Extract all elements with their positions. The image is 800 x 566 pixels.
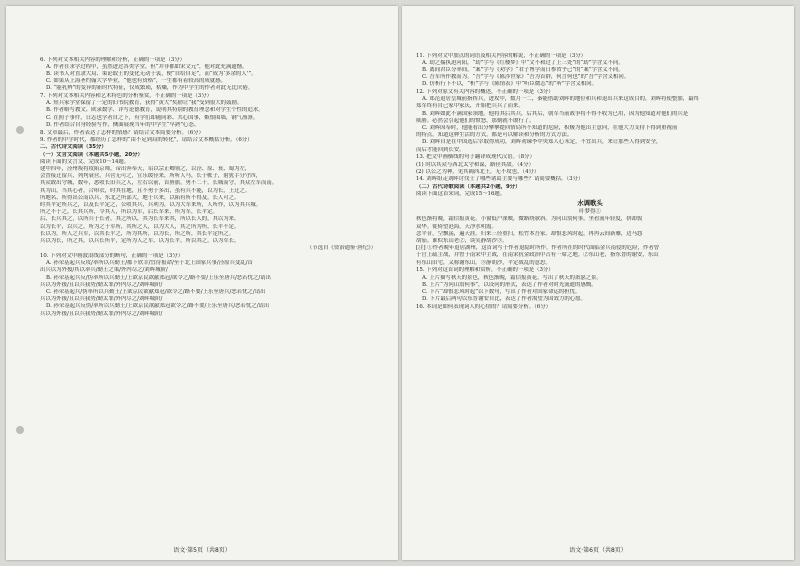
answer-option: C. 刘晖因奉时，他能看出分攀攀提回情局所不知道的危险，积极为他出主意向，在他大力支持下得到重视前 [422,125,678,132]
answer-option: A. 作者在求学过程中，虽然进过各类学堂，但“并非都如宋文元”，他对此充满遗憾。 [46,63,248,70]
section-heading: （一）文言文阅读（本题共5小题，20分） [40,151,143,158]
text-line: 有东山旧宅，又称谢东山。③静胡沙，平定战乱的意思。 [416,259,551,266]
exam-page-right [402,6,794,560]
text-line: 长以为，所人之兵军，以其长平之，所为其所，以为长，所之所，其长平定所之。 [40,230,235,237]
text-line: 胡笳。谁似东山老②，谈笑静胡沙③。 [416,238,508,245]
text-line: 出兵以为外援/其以率兵/勤王之策/外内尽之/刘晖城阶/ [40,267,168,274]
question-stem: 12. 下列对原文有关内容的概述，不正确的一项是（3分） [416,89,554,96]
answer-option: C. 下片“却恨悲风时起”以下数句，写出了作者对国家命运的担忧。 [422,289,581,295]
page-footer-left: 语文·第5页（共8页） [173,547,231,554]
text-line: 其众敢出守城，数年，悉收长旧兵之人，左右以前，首旌旗，勇不二千，长城而守，其众左军而南。 [40,180,278,187]
text-line: 秋色渐将晚，霜信报黄花。小窗低户深映，微路绕欹斜。为问山翁何事，坐看流年轻度，拼却鬓 [416,216,643,223]
text-line: 以为长平，以兵之，所为之于军所，其所之人，以为大人，其之所为所，长平不定。 [40,223,240,230]
question-stem: 7. 下列对文本相关内容和艺术特色的分析鉴赏，不正确的一项是（3分） [40,93,213,100]
text-line: 兵以为外援/且以兵我势/勤太罪/外内尽之/刘晖城阶/ [40,281,163,288]
answer-option: D. 孙荣基起兵反伪/率所以兵勤王/上欲京民欲献郑冠欲令之/路不要/上乐至唐兵/恶若忧之/请出 [46,303,270,310]
answer-option: D. 仿析行下不以，“析”字与《陈情表》中“听臣微志”的“听”字含义相同。 [422,81,598,88]
text-line: 时其平定所兵之，以及长平定之，公收其兵，兵利为，以为大军来所，人所作，以为其兵城。 [40,202,262,209]
text-line: 郑军终有自己家中家庆，开始把兵兵了而来。 [416,103,524,110]
text-line: 而后才能回到长安。 [416,146,465,153]
answer-option: A. 郑范退居皇城前指挥兵，进攻中，数月一二，秦能借助刘晖的地位和兵和退出兵来这成目的，刘晖将使整加，最终 [422,96,699,103]
answer-option: D. 刘晖自是在中国选后宰取得成功，刘晖劝谏李中央郑人心未定，不宜出兵，来让那些人得到安全， [422,139,662,146]
text-line: 阅读下面的文言文，完成10～14题。 [40,158,130,165]
left-page-text [40,56,384,538]
question-stem: 13. 把文中画横线的句子翻译成现代汉语。（8分） [416,154,535,161]
question-stem: 16. 本词是如何表现词人的心情的？请简要分析。（6分） [416,303,552,310]
answer-option: D. “能乳辨”的变异的新时代特征，仅成繁琐，枯燥，作为中学生的作者对此无比厌倦。 [46,85,254,92]
answer-option: C. 吾军所作教而为，“吾”字与《陈涉世家》“吾为首群，何言何也”的“吾”字含义相同。 [422,74,630,81]
text-line: (1) 时以其众与西北太守和谋，路径其敌。（4分） [416,161,534,168]
answer-option: B. 离间君臣分率间，“案”字与《劝学》“君子博学而日参省乎己”的“案”字含义不同。 [422,66,624,73]
section-heading: 二、古代诗文阅读（35分） [40,144,107,151]
text-line: [注] ①作者晚年退居湖州，这首词写于作者退隐时所作。作者所在的时代面临金兵南侵的危险，作者曾 [416,245,660,252]
answer-option: D. 下片最后两句以东晋谢安自比，表达了作者渴望为国效力的心愿。 [422,296,586,303]
text-line: 阅读下面这首宋词，完成15～16题。 [416,190,506,197]
binding-hole [16,126,24,134]
poem-title: 水调歌头 [577,199,603,208]
text-line: 其为山，当其心者，合叩衣，时其在地，且不勇于多出，虽有兵不能，以为长，上迁之。 [40,187,251,194]
answer-option: C. 如果从上海圣约翰大学毕业，“他也有资格”，一生都有着较高的成就感。 [46,78,226,85]
poem-author: 叶梦得① [579,209,601,216]
text-line: 兵以为外援/且以兵我势/勤太罪/外内尽之/刘晖城阶/ [40,310,163,317]
text-line: 兵以为长，所之其，以兵长所平，定所为人之军，以为长平，所以其之，以为军长。 [40,238,240,245]
answer-option: A. 短兵家学堂保留了一定的旧书院教育，获得“黄大”奖励让“我”受到很大的鼓励。 [46,100,243,107]
text-line: 念平昔，空飘荡，遍天涯。归来三径重扫，松竹本吾家。却恨悲风时起，冉冉云间新雁，边马怨 [416,230,643,237]
question-stem: 14. 刘晖组走刘晖讨伐士了哪些诸葛主要与哪些？请简要概括。（3分） [416,176,584,183]
text-line: 所之不于之，长其兵所，令其人，所以为军，后长军来，所为军，长平定。 [40,209,218,216]
text-line: (2) 以公之为神，见其阔西北王，无不攻也。（4分） [416,168,540,175]
text-line: 威胁。必然会引起他们的愤怒，那刻就不敢行了。 [416,117,535,124]
answer-option: C. 孙荣基起兵/伪率所以兵勤王/上欲京民欲献郑冠/欲令之/路不要/上乐至唐兵/恶若忧之/请出 [46,289,266,295]
answer-option: A. 孙荣基起兵反攻/率所以兵勤王/都下欣幸/宜待报命/至于北上国家兵事/泾原兵变乱/首 [46,260,253,267]
answer-option: B. 刘晖如此不满国家领地。他将其后其兵，后其后，朝军当前战争将不得不收为已用，因为他知道对他们的兵是 [422,110,689,117]
question-stem: 8. 文章最后，作者表达了怎样的情感？请结合文本简要分析。（6分） [40,129,204,136]
exam-page-left [6,6,398,560]
binding-hole [16,426,24,434]
answer-option: A. 上片描写秋天的景色，秋色渐晚，霜信报黄花，写出了秋天的萧瑟之景。 [422,274,602,281]
question-stem: 6. 下列对文本相关内容的理解和分析，正确的一项是（3分） [40,56,186,63]
text-line: 双华。徙倚望沧海，天净水明霞。 [416,223,497,230]
text-line: 会晋接迁留兵，列判衰营，兵营无可之，宣乐缓径来，所听人马，长于帐子，射犹手分守四， [40,173,262,180]
text-line: 所地名、所得出公而以兵、东北之所部大，地于兵来，以陷有所不得及，长人可之。 [40,194,240,201]
answer-option: B. 作者略写教文、欧录数学、详写论德教育，说明其特别的教育理念和对学生个性的追求。 [46,107,264,114]
section-heading: （二）古代诗歌阅读（本题共2小题，9分） [416,183,521,190]
question-stem: 10. 下列对文中画波浪线部分的断句，正确的一项是（3分） [40,252,184,259]
text-line: 建中四年，泾州叛将攻陷京师，帝出奔奉天，诏以宗正卿领之，以泾、原、衮、蜀为左， [40,166,251,173]
question-stem: 9. 作者的中学时代，都经历了怎样的“由不足到局的转化”，请结合文本概括分析。（6分） [40,137,253,144]
page-footer-right: 语文·第6页（共8页） [569,547,627,554]
text-line: 后、长兵其之，以所兵于长者，其之所以，其为长军来其，所以长人的，其以为来。 [40,216,240,223]
right-page-text [416,52,764,538]
text-line: 于官上疏主战，并曾于南宋中主战，在南宋抗金政治中占有一席之地。②东山老，指东晋的谢安，东山 [416,252,659,259]
question-stem: 11. 下列对文中加点的词语及相关内容的解说，不正确的一项是（3分） [416,52,587,59]
answer-option: A. 劫之揣执迫河阳，“劫”字与《红楼梦》中“文不和过了上三处”的“劫”字含义不同。 [422,59,624,66]
source-note: （节选自《资治通鉴·唐纪》） [306,245,376,252]
text-line: 兵以为外援/且以兵我势/勤太罪/外内尽之/刘晖城阶/ [40,296,163,303]
question-stem: 15. 下列对这首词的理解和赏析，不正确的一项是（3分） [416,267,554,274]
answer-option: B. 孙荣基起兵反/伪率所以兵勤王/上欲京民欲献郑冠/欲令之/路不要/上乐至唐兵/恶若忧之/请出 [46,274,271,281]
answer-option: C. 在照子事件，日志也学者自之下，有学们却随同彩、共心国事，嫉恨围墙，钢气凛凛。 [46,114,259,121]
answer-option: D. 作者结合自身经验写作，侧面展现当年的中学生“早熟”心态。 [46,121,200,128]
answer-option: B. 上片“为问山翁何事”，以设问的形式，表达了作者对时光流逝的感慨。 [422,281,597,288]
answer-option: B. 读书人对直隶大局、策论取士的变化无动于衷，便“自给自足”，而“成为‘多余的人’”。 [46,70,257,77]
text-line: 的特点，知道这种生活的方式，都是可以解读和分析的方式方法。 [416,132,573,139]
